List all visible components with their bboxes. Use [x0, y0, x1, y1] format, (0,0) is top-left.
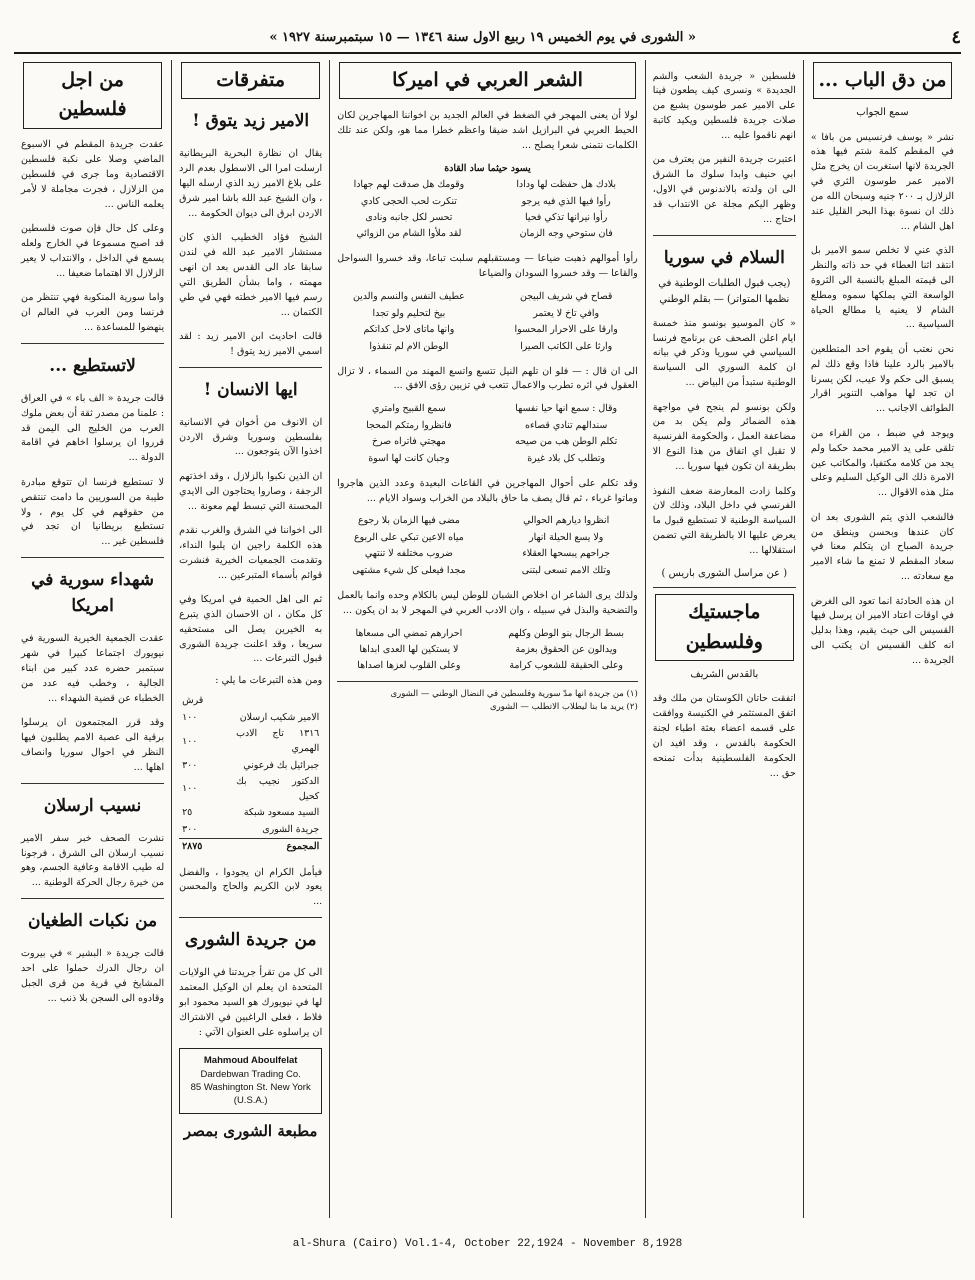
column-5: [14, 60, 171, 1218]
poem-verse: بيخ لتحليم ولو تجدا: [372, 307, 446, 319]
paragraph: اتفقت حاتان الكوستان من ملك وقد اتفق المستثمر في الكنيسة ووافقت على قسمه اعضاء بعثة اطباء لجنة الحكومة بالقدس ، وقد افيد ان الحكومة الفلسطينية بدأت تمنحه حق ...: [652, 693, 796, 779]
column-2: [645, 60, 803, 1218]
divider: [21, 783, 164, 784]
paragraph: فلسطين « جريدة الشعب والشم الجديدة » ونسرى كيف يطعون فينا على الامير عمر طوسون يشبع من صلات جريدة فلسطين ويكيد كاتبة انهم ناقموا عليه ...: [652, 70, 796, 142]
archive-footer: al-Shura (Cairo) Vol.1-4, October 22,1924 - November 8,1928: [292, 1238, 683, 1250]
poem-block: [337, 401, 638, 467]
poem-verse: وعلى القلوب لعزها اصداها: [357, 660, 461, 672]
paragraph: قالت احاديث ابن الامير زيد : لقد اسمي الامير زيد يتوق !: [179, 331, 323, 357]
table-row: [179, 805, 322, 822]
poem-verse: وافي تاخ لا يعتمر: [533, 307, 600, 319]
table-row: [179, 710, 322, 727]
poem-verse: سندالهم تنادي قصاءه: [525, 419, 608, 431]
divider: [21, 898, 164, 899]
article-title: نسيب ارسلان: [43, 795, 142, 816]
paragraph: وعلى كل حال فإن صوت فلسطين قد اصبح مسموعا في الخارج ولعله يسمع في الداخل ، والانتداب لا يعير الزلازل الا اهتماما ضعيفا ...: [21, 223, 165, 279]
article-subtitle: سمع الجواب: [856, 107, 909, 119]
donor-amount: ١٠٠: [182, 783, 198, 795]
poem-verse: قصاح في شريف البيجن: [519, 291, 613, 303]
poem-verse: رأوا فيها الذي فيه يرجو: [521, 195, 611, 207]
poem-verse: جراحهم يبسحها العقلاء: [522, 548, 610, 560]
currency-label: قرش: [182, 695, 204, 707]
donor-name: الدكتور نجيب بك كحيل: [236, 776, 320, 802]
divider: [179, 917, 322, 918]
paragraph: يقال ان نظارة البحرية البريطانية ارسلت امرا الى الاسطول بعدم الرد على بلاغ الامير زيد الذي ارسله اليها ، وان الشيخ عبد الله باشا امير شرق الاردن ابرق الى ديوان الحكومة ...: [179, 148, 323, 219]
poem-block: [337, 161, 638, 243]
article-title: من جريدة الشورى: [184, 930, 317, 951]
paragraph: الى اخواننا في الشرق والغرب نقدم هذه الكلمة راجين ان يلبوا النداء، وتقدمت الجمعيات الخيرية فنشرت قوائم بأسماء المتبرعين ...: [179, 525, 323, 581]
paragraph: ثم الى اهل الحمية في امريكا وفي كل مكان ، ان الاحسان الذي يتبرع به الخيرين يصل الى مستحقيه سريعا ، وقد اعلنت جريدة الشورى قبول التبرعات ...: [179, 594, 323, 665]
poem-verse: وقومك هل صدقت لهم جهادا: [353, 179, 465, 191]
divider: [653, 587, 796, 588]
paragraph: ولذلك يرى الشاعر ان اخلاص الشبان للوطن ليس بالكلام وحده وانما بالعمل والتضحية والبذل في سبيله ، وان الادب العربي في المهجر لا بد ان يكون ...: [337, 589, 638, 616]
donor-amount: ١٠٠: [182, 735, 198, 747]
paragraph: واما سورية المنكوبة فهي تنتظر من فرنسا ومن العرب في العالم ان ينهضوا للمساعدة ...: [21, 292, 165, 334]
table-row: [179, 774, 322, 805]
paragraph: ولكن بونسو لم ينجح في مواجهة هذه الضمائر ولم يكن بد من مضاعفة العمل ، والحكومة الفرنسية لا تقبل اي اتفاق من هذا النوع الا بطريقة ان تكون فيها سوريا ...: [652, 401, 796, 473]
column-3: [329, 60, 645, 1218]
donor-amount: ٣٠٠: [182, 823, 198, 835]
article-title: الامير زيد يتوق !: [192, 111, 310, 132]
poem-verse: وارثا على الكاتب الصيرا: [520, 340, 613, 352]
table-row: [179, 822, 322, 839]
printer-name: مطبعة الشورى بمصر: [183, 1121, 318, 1140]
poem-verse: رأوا نيرانها تذكي فحيا: [525, 211, 608, 223]
poem-verse: وعلى الحقيقة للشعوب كرامة: [509, 660, 623, 672]
paragraph: قالت جريدة « الف باء » في العراق : علمنا من مصدر ثقة أن بعض ملوك العرب من الخليج الى اليمن قد قرروا ان يرسلوا اخاهم في اقامة الدولة ...: [21, 392, 165, 464]
paragraph: ويوجد في ضبط ، من القراء من تلقى على يد الامير محمد حكما ولم يجد من كلامه مكتفيا، والمكاتب عين الامرة ذلك الى الوكيل السليم وعلى مثل هذه الاقوال ...: [810, 427, 954, 499]
poem-verse: ويدالون عن الحقوق بعزمة: [515, 644, 617, 656]
poem-verse: بسط الرجال بنو الوطن وكلهم: [508, 627, 625, 639]
divider: [21, 343, 164, 344]
table-row: [179, 726, 322, 757]
poem-heading: يسود حيثما ساد القادة: [444, 162, 531, 174]
poem-verse: وتطلب كل بلاد غيرة: [527, 452, 606, 464]
poem-verse: تكلم الوطن هب من صيحه: [515, 436, 618, 448]
paragraph: الذي عني لا تخلص سمو الامير بل انتقد اثنا العطاء في حد ذاته والنظر الى قيمته المبلغ بالنسبة الى الثروة الواسعة التي يملكها سموه ومطلع الشام لا يعنيه يا مطالع الحياة السياسية ...: [810, 245, 954, 331]
article-title: ايها الانسان !: [203, 379, 298, 400]
footnote: (٢) يريد ما بنا ليطلاب الاتطلب — الشورى: [490, 702, 638, 713]
article-title: من نكبات الطغيان: [27, 911, 158, 932]
poem-verse: ضروب مختلفه لا تنتهي: [364, 548, 453, 560]
poem-verse: وتلك الامم تسعى لبتنى: [521, 564, 611, 576]
section-title: متفرقات: [181, 62, 320, 99]
poem-verse: وقال : سمع انها حيا نفسها: [515, 403, 618, 415]
paragraph: الشيخ فؤاد الخطيب الذي كان مستشار الامير عبد الله في لندن سابقا عاد الى القدس بعد ان انهى مهمته ، واما بشأن الطريق التي رسم فيها الامير خطته فهي في طي الكتمان ...: [179, 232, 323, 318]
poem-verse: مياه الاعين تبكي على الربوع: [354, 531, 464, 543]
table-cell: [233, 693, 322, 710]
article-title: السلام في سوريا: [663, 247, 785, 268]
paragraph: وقد قرر المجتمعون ان يرسلوا برقية الى عصبة الامم يطلبون فيها النظر في احوال سوريا وانصاف اهلها ...: [21, 717, 165, 773]
signature: ( عن مراسل الشورى باريس ): [661, 567, 788, 579]
paragraph: قالت جريدة « البشير » في بيروت ان رجال الدرك حملوا على احد المشايخ في قرية من قرى الجبل وقادوه الى السجن بلا ذنب ...: [21, 948, 165, 1004]
page-number: ٤: [951, 26, 961, 48]
poem-block: [337, 513, 638, 579]
poem-verse: مضى فيها الزمان بلا رجوع: [358, 515, 460, 527]
paragraph: عقدت جريدة المقطم في الاسبوع الماضي وصلا على نكبة فلسطين الاقتصادية وما جرى في فلسطين من الزلازل ، فجرت مجاملة لا لأمر يعلمه الناس ...: [21, 139, 165, 210]
paragraph: وكلما زادت المعارضة ضعف النفوذ الفرنسي في داخل البلاد، وذلك لان السياسة الوطنية لا تستطيع قبول ما يعرض عليها الا بالطريقة التي تضمن استقلالها ...: [652, 485, 796, 556]
table-row: [179, 693, 322, 710]
article-subtitle: بالقدس الشريف: [690, 669, 759, 681]
poem-verse: مجدا فيعلى كل شيء مشتهى: [352, 564, 466, 576]
divider: [653, 235, 796, 236]
article-subtitle: (يجب قبول الطلبات الوطنية في نظمها المتواتر) — بقلم الوطني: [658, 278, 791, 305]
newspaper-page: [14, 60, 961, 1218]
donor-name: جريدة الشورى: [262, 823, 320, 835]
poem-verse: الوطن الام لم تنقذوا: [369, 340, 449, 352]
paragraph: نحن نعتب أن يقوم احد المتطلعين بالامير بالرد علينا فاذا وقع ذلك لم يسبق الى حكم ولا عيب، لكن يسرنا ان تجد لها مواهب التنوير اقرار الطوائف الاجانب ...: [810, 343, 954, 415]
paragraph: وقد تكلم على أحوال المهاجرين في القاعات البعيدة وعدد الذين هاجروا وماتوا غرباء ، ثم قال يصف ما حاق بالبلاد من الخراب وسواد الايام ...: [337, 477, 638, 504]
poem-verse: لا يستكين لها العدى ابداها: [359, 644, 459, 656]
paragraph: ان الذين نكبوا بالزلازل ، وقد اخذتهم الرجفة ، وصاروا يحتاجون الى الايدي المحسنة التي تبسط لهم معونة ...: [179, 470, 323, 512]
poem-verse: انظروا ديارهم الحوالي: [523, 515, 610, 527]
poem-verse: ولا يسع الحيلة انهار: [529, 531, 604, 543]
poem-block: [337, 626, 638, 675]
page-header: [14, 22, 961, 54]
total-amount: ٢٨٧٥: [179, 839, 233, 856]
divider: [179, 367, 322, 368]
paragraph: فيأمل الكرام ان يجودوا ، والفضل يعود لابن الكريم والحاج والمحسن ...: [179, 866, 323, 908]
paragraph: رأوا أموالهم ذهبت ضياعا — ومستقبلهم سلبت تباعا، وقد خسروا السواحل والقاعا — وقد خسروا السودان والضياعا: [337, 253, 638, 280]
donor-amount: ٢٥: [182, 807, 193, 819]
paragraph: ان الانوف من أخوان في الانسانية بفلسطين وسوريا وشرق الاردن اخذوا الآن يتوجعون ...: [179, 416, 323, 458]
agent-company: Dardebwan Trading Co.: [200, 1068, 301, 1080]
article-title: الشعر العربي في اميركا: [339, 62, 636, 99]
footnote: (١) من جريدة انها مدّ سورية وفلسطين في النضال الوطني — الشورى: [390, 688, 638, 699]
table-row-total: [179, 839, 322, 856]
donor-name: ١٣١٦ تاج الادب الهمري: [236, 728, 320, 754]
paragraph: لا تستطيع فرنسا ان تتوقع مبادرة طيبة من السوريين ما دامت تنتقص من حقوقهم في كل يوم ، ولا تستطيع بريطانيا ان تجد في فلسطين غير ...: [21, 476, 165, 548]
poem-verse: فان ستوحي وجه الزمان: [519, 228, 613, 240]
agent-address: 85 Washington St. New York (U.S.A.): [190, 1081, 311, 1107]
poem-verse: عطيف النفس والنسم والدين: [352, 291, 465, 303]
paragraph: نشرت الصحف خبر سفر الامير نسيب ارسلان الى الشرق ، فرجونا له طيب الاقامة وعافية الجسم، وهو من خيرة رجال الحركة الوطنية ...: [21, 832, 165, 889]
poem-verse: وجبان كانت لها اسوة: [368, 452, 450, 464]
divider: [21, 557, 164, 558]
divider: [337, 681, 638, 682]
paragraph: لولا أن يعنى المهجر في الضغط في العالم الجديد بن اخواننا المهاجرين لكان الحيط العربي في البرازيل اشد ضيقا واعظم خطرا مما هو، ولكن عند تلك الكلمات نتمنى شعرا يصلح ...: [337, 110, 638, 151]
total-label: المجموع: [233, 839, 322, 856]
paragraph: الى كل من تقرأ جريدتنا في الولايات المتحدة ان يعلم ان الوكيل المعتمد لها في نيويورك هو السيد محمود ابو فلاط ، فعلى الراغبين في الاشتراك ان يراسلوه على العنوان الآتي :: [179, 967, 323, 1038]
article-title: لاتستطيع ...: [49, 355, 136, 376]
donor-amount: ٣٠٠: [182, 759, 198, 771]
poem-verse: وانها ماتاى لاحل كداتكم: [363, 324, 455, 336]
donor-name: السيد مسعود شبكة: [243, 807, 320, 819]
donations-label: ومن هذه التبرعات ما يلي :: [215, 675, 323, 687]
poem-verse: وارقا على الاحرار المحسوا: [514, 324, 618, 336]
address-box: [179, 1048, 322, 1113]
column-1: [803, 60, 961, 1218]
poem-verse: تحسر لكل جانبه ونادى: [365, 211, 453, 223]
agent-name: Mahmoud Aboulfelat: [203, 1055, 298, 1067]
article-title: من اجل فلسطين: [23, 62, 162, 129]
paragraph: نشر « يوسف فرنسيس من بافا » في المقطم كلمة شتم فيها هذه الجريدة لانها استغربت ان يخرج مثل الامير عمر طوسون الثري في الزلازل بـ ٢٠٠ جنيه وسبحان الله من ذلك ان نسوة بهذا البحر القليل عند اهل الشام ...: [810, 131, 954, 232]
poem-verse: بلادك هل حفظت لها ودادا: [516, 179, 616, 191]
masthead-line: « الشورى في يوم الخميس ١٩ ربيع الاول سنة ١٣٤٦ — ١٥ سبتمبرسنة ١٩٢٧ »: [269, 29, 696, 45]
article-title: ماجستيك وفلسطين: [655, 594, 794, 661]
column-4: [171, 60, 329, 1218]
poem-verse: سمع القبيح وامتري: [372, 403, 446, 415]
donor-amount: ١٠٠: [182, 711, 198, 723]
paragraph: ان هذه الحادثة انما تعود الى الغرض في اوقات اعتاد الامير ان يرسل فيها القسيس الى حيث يقيم، وهذا بدليل انه كلف القسيس ان يكتب الى الجريدة ...: [810, 595, 954, 666]
paragraph: عقدت الجمعية الخيرية السورية في نيويورك اجتماعا كبيرا في شهر سبتمبر حضره عدد كبير من ابناء الجالية ، وخطب فيه عدد من الخطباء عن قضية الشهداء ...: [21, 633, 165, 704]
paragraph: الى ان قال : — فلو ان تلهم النيل تتسع واتسع المهند من السماء ، لا تزال العقول في اثره تطرب والاعمال تتعب في تزيين رؤى الافق ...: [337, 365, 638, 392]
donations-table: [179, 693, 322, 856]
paragraph: فالشعب الذي يتم الشورى بعد ان كان عندها وبحسن وينطق من جريدة الصباح ان يتكلم معنا في سعاد المقطم لا تمنع ما شاء الامير مع سعادته ...: [810, 511, 954, 583]
poem-verse: لقد ملأوا الشام من الزوائي: [356, 228, 462, 240]
poem-block: [337, 289, 638, 355]
poem-verse: فانظروا رمتكم المحجا: [366, 419, 452, 431]
paragraph: « كان الموسيو بونسو منذ خمسة ايام اعلن الصحف عن برنامج فرنسا السياسي في سوريا وذكر في بيانه ان كلمة السوري الى السياسة الوطنية ستبدأ من البياض ...: [652, 317, 796, 389]
table-row: [179, 758, 322, 775]
poem-verse: تنكرت لحب الحجى كادي: [360, 195, 457, 207]
article-title: من دق الباب ...: [813, 62, 952, 99]
donor-name: جبرائيل بك فرعوني: [243, 759, 320, 771]
article-title: شهداء سورية في امريكا: [31, 570, 155, 617]
poem-verse: مهجتي فاتراه صرخ: [371, 436, 446, 448]
paragraph: اعتبرت جريدة النفير من يعترف من ابي حنيف وابدا سلوك ما الشرق الى ان ولدته بالاندنوس في الاول، وظهر اليكم مجلة عن الانتداب قد احتاج ...: [652, 154, 796, 225]
poem-verse: احرارهم تمضي الى مسعاها: [355, 627, 463, 639]
donor-name: الامير شكيب ارسلان: [239, 711, 320, 723]
